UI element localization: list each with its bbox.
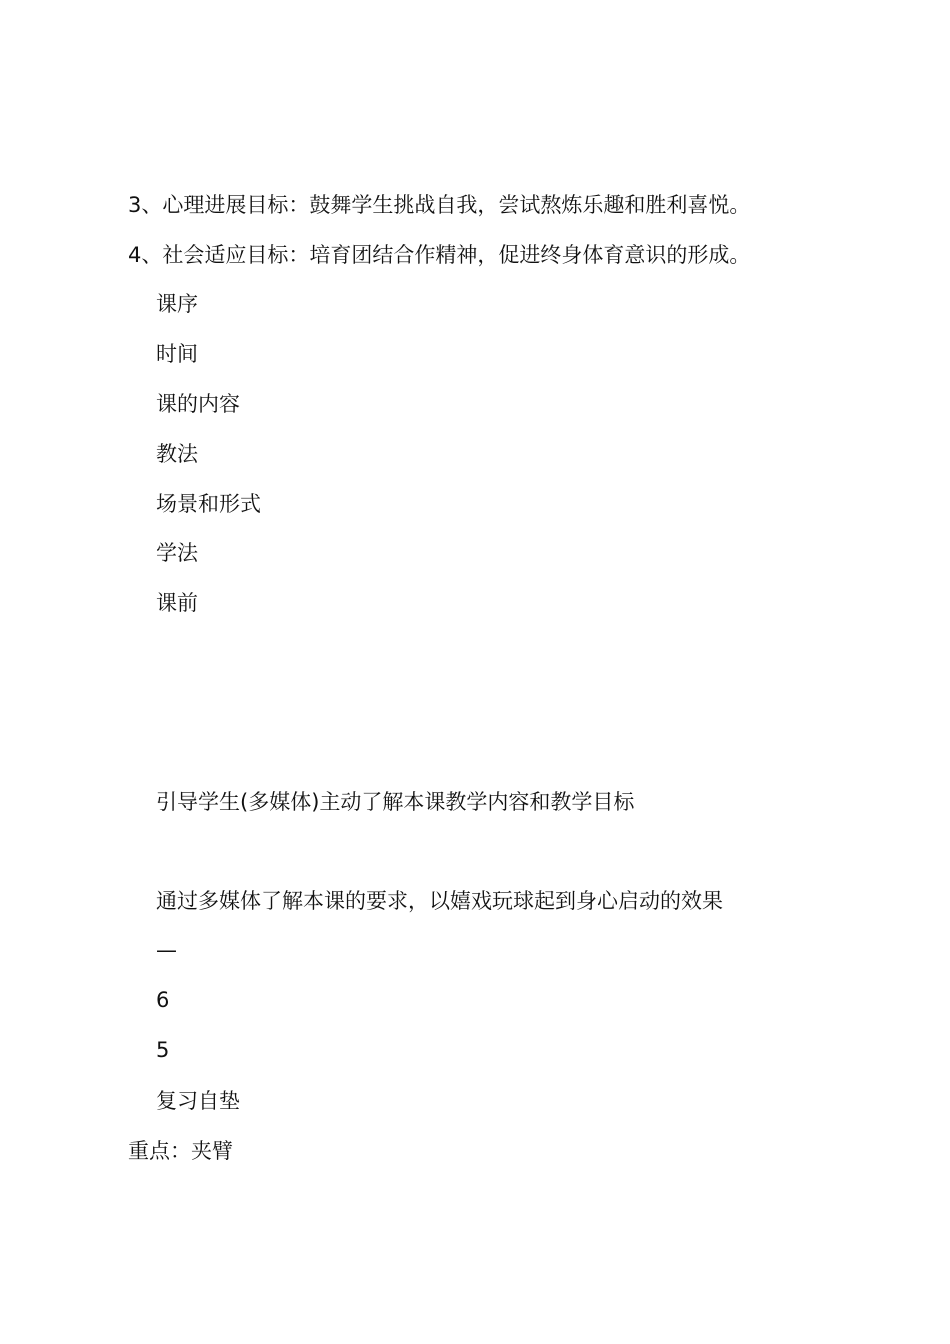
text-guide-students: 引导学生(多媒体)主动了解本课教学内容和教学目标 xyxy=(156,790,635,814)
label-lesson-content: 课的内容 xyxy=(156,392,240,416)
text-key-point: 重点：夹臂 xyxy=(128,1139,233,1163)
label-lesson-order: 课序 xyxy=(156,292,198,316)
label-scene-and-form: 场景和形式 xyxy=(156,492,261,516)
text-number-5: 5 xyxy=(156,1038,170,1062)
text-dash: — xyxy=(156,938,177,962)
label-learning-method: 学法 xyxy=(156,541,198,565)
text-review-self-pass: 复习自垫 xyxy=(156,1089,240,1113)
text-number-6: 6 xyxy=(156,988,170,1012)
objective-psychological: 3、心理进展目标：鼓舞学生挑战自我，尝试熬炼乐趣和胜利喜悦。 xyxy=(128,193,751,217)
text-multimedia-warmup: 通过多媒体了解本课的要求，以嬉戏玩球起到身心启动的效果 xyxy=(156,889,723,913)
label-teaching-method: 教法 xyxy=(156,442,198,466)
objective-social: 4、社会适应目标：培育团结合作精神，促进终身体育意识的形成。 xyxy=(128,243,751,267)
label-time: 时间 xyxy=(156,342,198,366)
label-before-class: 课前 xyxy=(156,591,198,615)
